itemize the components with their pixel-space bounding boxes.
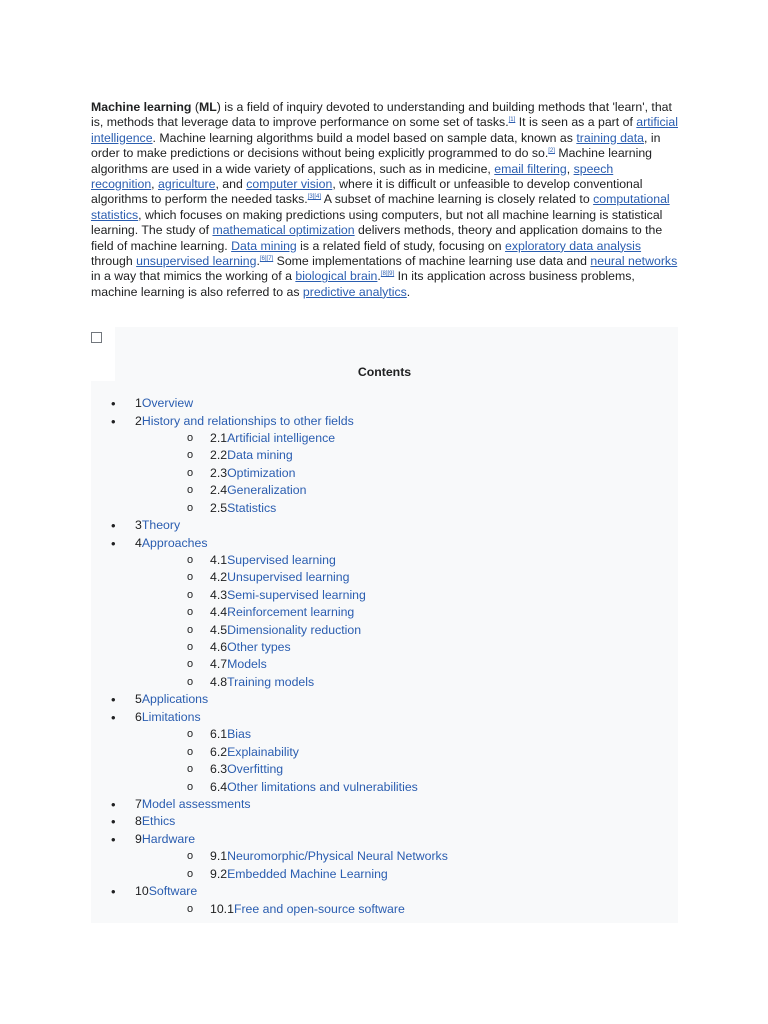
link-exploratory-data-analysis[interactable]: exploratory data analysis: [505, 238, 642, 253]
toc-subitem-number: 10.1: [210, 901, 234, 916]
toc-subitem[interactable]: [210, 465, 448, 482]
toc-subitem-number: 2.3: [210, 465, 228, 480]
toc-item-link[interactable]: Model assessments: [141, 796, 251, 811]
toc-subitem-link[interactable]: Training models: [227, 674, 315, 689]
link-biological-brain[interactable]: biological brain: [295, 269, 378, 284]
toc-subitem-link[interactable]: Supervised learning: [227, 553, 336, 568]
toc-item-number: 9: [135, 831, 142, 846]
link-computational-statistics[interactable]: computational statistics: [91, 192, 670, 222]
toc-sublist: [135, 848, 448, 883]
toc-subitem[interactable]: [210, 569, 448, 586]
toc-subitem[interactable]: [210, 848, 448, 865]
toc-subitem[interactable]: [210, 604, 448, 621]
toc-item[interactable]: [111, 883, 448, 918]
toc-item[interactable]: [111, 517, 448, 535]
toc-subitem-link[interactable]: Dimensionality reduction: [227, 622, 362, 637]
toc-subitem-number: 4.1: [210, 553, 228, 568]
link-computer-vision[interactable]: computer vision: [246, 177, 333, 192]
toc-toggle-checkbox[interactable]: [91, 332, 102, 343]
link-training-data[interactable]: training data: [576, 130, 645, 145]
toc-subitem[interactable]: [210, 500, 448, 517]
toc-item-link[interactable]: Overview: [141, 396, 194, 410]
link-speech-recognition[interactable]: speech recognition: [91, 161, 614, 192]
toc-subitem-number: 2.5: [210, 500, 228, 515]
toc-subitem-link[interactable]: Explainability: [227, 744, 299, 759]
toc-subitem-link[interactable]: Reinforcement learning: [227, 605, 355, 620]
toc-subitem-number: 4.4: [210, 605, 228, 620]
table-of-contents: [91, 327, 678, 923]
toc-subitem-number: 4.6: [210, 640, 228, 655]
toc-subitem[interactable]: [210, 744, 448, 761]
toc-item-number: 7: [135, 796, 142, 811]
toc-subitem[interactable]: [210, 430, 448, 447]
toc-subitem[interactable]: [210, 726, 448, 743]
toc-item[interactable]: [111, 535, 448, 692]
link-unsupervised-learning[interactable]: unsupervised learning: [136, 254, 257, 269]
toc-subitem[interactable]: [210, 656, 448, 673]
toc-subitem-link[interactable]: Models: [227, 657, 267, 672]
toc-item-link[interactable]: Hardware: [141, 831, 196, 846]
toc-subitem-link[interactable]: Other types: [227, 640, 291, 655]
toc-subitem-number: 4.5: [210, 622, 228, 637]
toc-item[interactable]: [111, 395, 448, 413]
link-artificial-intelligence[interactable]: artificial intelligence: [91, 115, 678, 145]
term-ml: ML: [198, 100, 217, 114]
toc-subitem-link[interactable]: Optimization: [227, 465, 296, 480]
toc-subitem[interactable]: [210, 622, 448, 639]
toc-item-link[interactable]: Software: [148, 884, 198, 899]
toc-subitem-link[interactable]: Free and open-source software: [233, 901, 405, 916]
toc-item[interactable]: [111, 831, 448, 883]
toc-subitem[interactable]: [210, 674, 448, 691]
toc-subitem-number: 9.2: [210, 866, 228, 881]
toc-subitem-link[interactable]: Generalization: [227, 483, 307, 498]
toc-item-number: 6: [135, 709, 142, 724]
toc-sublist: [135, 430, 448, 517]
toc-item[interactable]: [111, 796, 448, 814]
link-data-mining[interactable]: Data mining: [231, 238, 297, 253]
toc-item-link[interactable]: Limitations: [141, 709, 201, 724]
toc-subitem[interactable]: [210, 901, 448, 918]
toc-sublist: [135, 552, 448, 691]
link-mathematical-optimization[interactable]: mathematical optimization: [212, 223, 355, 238]
toc-subitem-link[interactable]: Data mining: [227, 448, 293, 463]
toc-sublist: [135, 901, 448, 918]
toc-item[interactable]: [111, 709, 448, 796]
toc-item-number: 2: [135, 413, 142, 428]
toc-subitem[interactable]: [210, 447, 448, 464]
toc-subitem-number: 2.4: [210, 483, 228, 498]
citation-link[interactable]: [1]: [508, 117, 516, 124]
toc-subitem-link[interactable]: Overfitting: [227, 762, 284, 777]
toc-subitem-link[interactable]: Other limitations and vulnerabilities: [227, 779, 418, 794]
toc-sublist: [135, 726, 448, 796]
citation-link[interactable]: [2]: [548, 148, 555, 155]
toc-item-number: 1: [135, 396, 142, 410]
toc-subitem-number: 6.2: [210, 744, 228, 759]
toc-subitem-link[interactable]: Artificial intelligence: [227, 431, 336, 445]
toc-list: [111, 395, 448, 918]
toc-item-link[interactable]: Approaches: [141, 535, 208, 550]
toc-subitem-number: 6.1: [210, 727, 228, 742]
toc-subitem[interactable]: [210, 552, 448, 569]
toc-subitem[interactable]: [210, 779, 448, 796]
toc-title: Contents: [357, 365, 412, 379]
toc-item[interactable]: [111, 813, 448, 831]
toc-item-number: 4: [135, 535, 142, 550]
citation-link[interactable]: [6][7]: [259, 255, 274, 262]
toc-subitem[interactable]: [210, 761, 448, 778]
link-agriculture[interactable]: agriculture: [158, 177, 216, 192]
toc-item-number: 3: [135, 518, 142, 533]
intro-paragraph: Machine learning (ML) is a field of inquiry devoted to understanding and building methods that 'learn', that is, methods that leverage data to improve performance on some set of tasks.[1] It is seen as a part of artificial intelligence. Machine learning algorithms build a model based on sample data, known as training data, in order to make predictions or decisions without being explicitly programmed to do so.[2] Machine learning algorithms are used in a wide variety of applications, such as in medicine, email filtering, speech recognition, agriculture, and computer vision, where it is difficult or unfeasible to develop conventional algorithms to perform the needed tasks.[3][4] A subset of machine learning is closely related to computational statistics, which focuses on making predictions using computers, but not all machine learning is statistical learning. The study of mathematical optimization delivers methods, theory and application domains to the field of machine learning. Data mining is a related field of study, focusing on exploratory data analysis through unsupervised learning.[6][7] Some implementations of machine learning use data and neural networks in a way that mimics the working of a biological brain.[8][9] In its application across business problems, machine learning is also referred to as predictive analytics.: [91, 100, 678, 299]
toc-subitem-number: 2.2: [210, 448, 228, 463]
toc-item-link[interactable]: Applications: [141, 692, 209, 707]
toc-item-number: 10: [135, 884, 149, 899]
toc-subitem-link[interactable]: Semi-supervised learning: [227, 587, 366, 602]
toc-subitem[interactable]: [210, 482, 448, 499]
toc-item-number: 5: [135, 692, 142, 707]
toc-subitem-link[interactable]: Neuromorphic/Physical Neural Networks: [227, 849, 448, 864]
citation-link[interactable]: [8][9]: [380, 271, 395, 278]
toc-item-link[interactable]: History and relationships to other fields: [141, 413, 354, 428]
citation-link[interactable]: [3][4]: [307, 194, 322, 201]
toc-subitem-number: 6.3: [210, 762, 228, 777]
toc-item-link[interactable]: Ethics: [141, 814, 176, 829]
link-predictive-analytics[interactable]: predictive analytics: [302, 284, 407, 299]
toc-subitem-link[interactable]: Bias: [227, 727, 252, 742]
toc-subitem-number: 9.1: [210, 849, 228, 864]
toc-subitem[interactable]: [210, 639, 448, 656]
toc-subitem-number: 2.1: [210, 431, 228, 445]
link-email-filtering[interactable]: email filtering: [494, 161, 567, 176]
toc-subitem[interactable]: [210, 587, 448, 604]
toc-subitem[interactable]: [210, 866, 448, 883]
link-neural-networks[interactable]: neural networks: [590, 254, 678, 269]
toc-subitem-number: 4.3: [210, 587, 228, 602]
toc-subitem-number: 4.2: [210, 570, 228, 585]
toc-subitem-number: 6.4: [210, 779, 228, 794]
toc-subitem-link[interactable]: Unsupervised learning: [227, 570, 350, 585]
toc-subitem-number: 4.7: [210, 657, 228, 672]
toc-subitem-number: 4.8: [210, 674, 228, 689]
toc-item[interactable]: [111, 413, 448, 518]
toc-subitem-link[interactable]: Statistics: [227, 500, 277, 515]
toc-item-link[interactable]: Theory: [141, 518, 181, 533]
toc-subitem-link[interactable]: Embedded Machine Learning: [227, 866, 388, 881]
term-machine-learning: Machine learning: [91, 100, 192, 114]
toc-item[interactable]: [111, 691, 448, 709]
toc-item-number: 8: [135, 814, 142, 829]
